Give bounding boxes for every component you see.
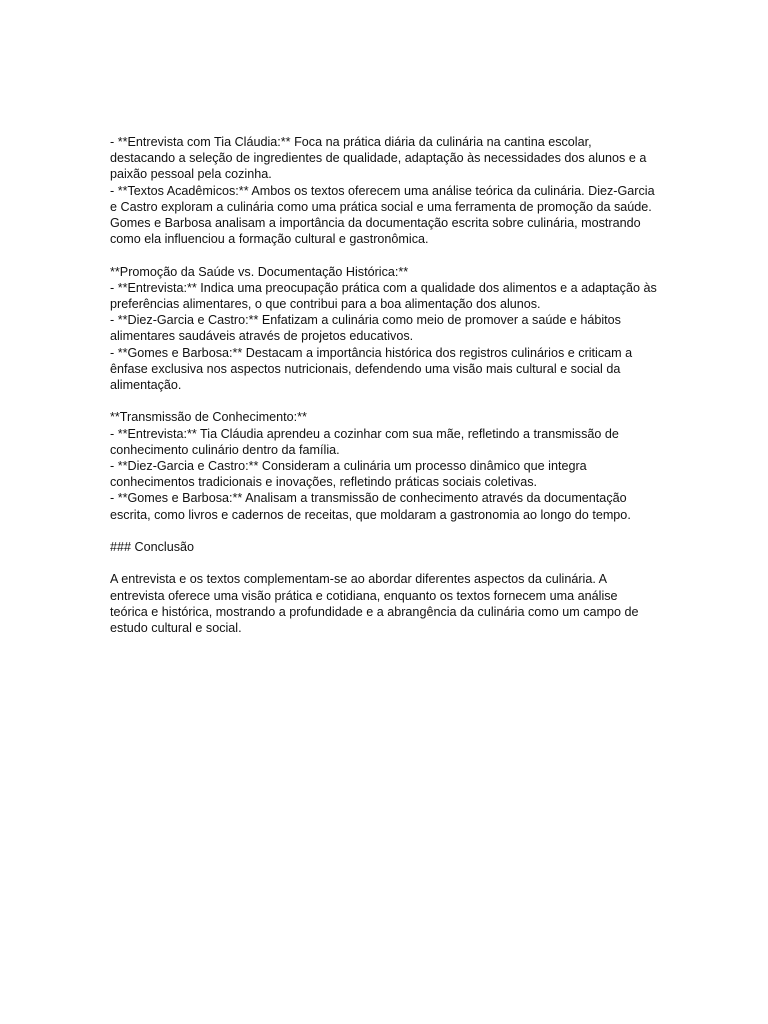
health-vs-history-section: [110, 264, 658, 394]
bullet-gomes-barbosa: - **Gomes e Barbosa:** Destacam a importância histórica dos registros culinários e criticam a ênfase exclusiva nos aspectos nutricionais, defendendo uma visão mais cultural e social da alimentação.: [110, 345, 633, 393]
section-heading-health-history: **Promoção da Saúde vs. Documentação Histórica:**: [110, 264, 409, 279]
section-heading-knowledge-transmission: **Transmissão de Conhecimento:**: [110, 410, 307, 425]
conclusion-heading-block: [110, 539, 658, 555]
bullet-gomes-barbosa: - **Gomes e Barbosa:** Analisam a transmissão de conhecimento através da documentação escrita, como livros e cadernos de receitas, que moldaram a gastronomia ao longo do tempo.: [110, 491, 631, 522]
bullet-interview: - **Entrevista:** Tia Cláudia aprendeu a cozinhar com sua mãe, refletindo a transmissão de conhecimento culinário dentro da família.: [110, 426, 619, 457]
conclusion-paragraph: A entrevista e os textos complementam-se ao abordar diferentes aspectos da culinária. A entrevista oferece uma visão prática e cotidiana, enquanto os textos fornecem uma análise teórica e histórica, mostrando a profundidade e a abrangência da culinária como um campo de estudo cultural e social.: [110, 572, 639, 636]
knowledge-transmission-section: [110, 409, 658, 522]
bullet-interview: - **Entrevista:** Indica uma preocupação prática com a qualidade dos alimentos e a adaptação às preferências alimentares, o que contribui para a boa alimentação dos alunos.: [110, 280, 657, 312]
bullet-interview-tia-claudia: - **Entrevista com Tia Cláudia:** Foca na prática diária da culinária na cantina escolar, destacando a seleção de ingredientes de qualidade, adaptação às necessidades dos alunos e a paixão pessoal pela cozinha.: [110, 135, 647, 182]
bullet-academic-texts: - **Textos Acadêmicos:** Ambos os textos oferecem uma análise teórica da culinária. Diez-Garcia e Castro exploram a culinária como uma prática social e uma ferramenta de promoção da saúde. Gomes e Barbosa analisam a importância da documentação escrita sobre culinária, mostrando como ela influenciou a formação cultural e gastronômica.: [110, 183, 655, 247]
bullet-diez-garcia-castro: - **Diez-Garcia e Castro:** Consideram a culinária um processo dinâmico que integra conhecimentos tradicionais e inovações, refletindo práticas sociais coletivas.: [110, 459, 587, 490]
conclusion-heading: ### Conclusão: [110, 540, 195, 555]
bullet-diez-garcia-castro: - **Diez-Garcia e Castro:** Enfatizam a culinária como meio de promover a saúde e hábitos alimentares saudáveis através de projetos educativos.: [110, 313, 621, 344]
interview-vs-academic-section: [110, 134, 658, 247]
conclusion-section: [110, 571, 658, 636]
document-body: [110, 134, 658, 652]
